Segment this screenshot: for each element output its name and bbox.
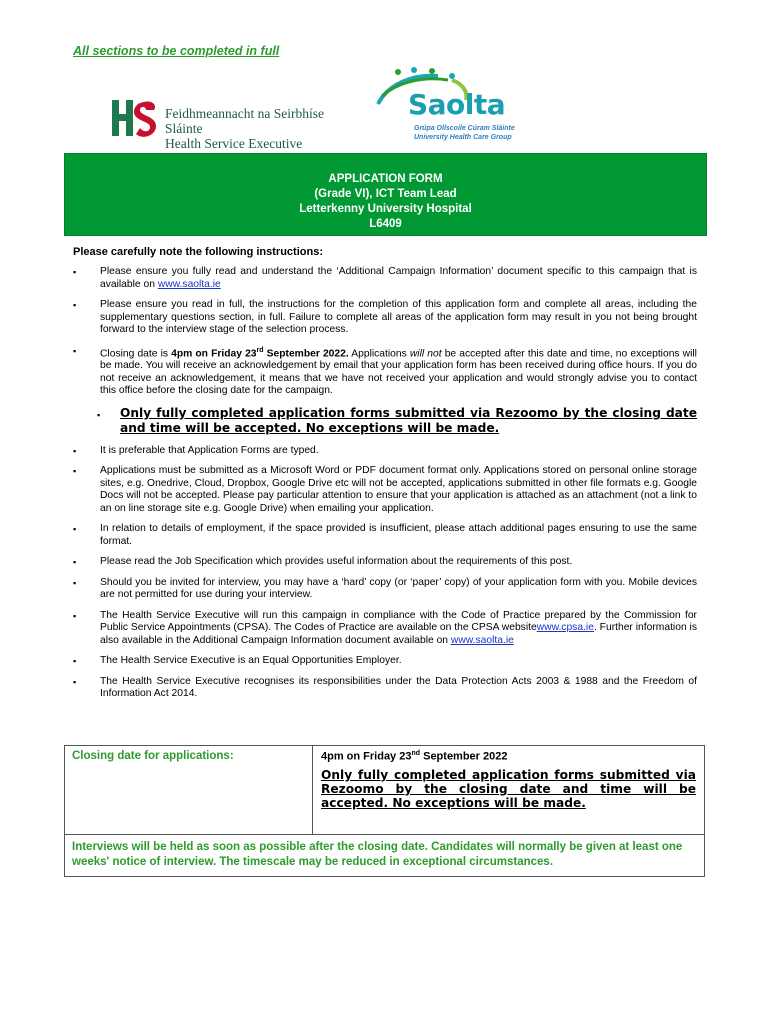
list-item: ▪ The Health Service Executive is an Equal Opportunities Employer. <box>73 655 697 668</box>
saolta-logo <box>368 66 515 152</box>
banner-line1: APPLICATION FORM <box>328 173 443 185</box>
saolta-sub2: University Health Care Group <box>414 134 512 141</box>
list-item: ▪ Should you be invited for interview, you may have a ‘hard’ copy (or ‘paper’ copy) of your application form with you. Mobile devices are not permitted for use during your interview. <box>73 577 697 602</box>
emphasis-text: Only fully completed application forms submitted via Rezoomo by the closing date and time will be accepted. No exceptions will be made. <box>120 405 697 436</box>
saolta-sub1: Grúpa Ollscoile Cúram Sláinte <box>414 125 515 132</box>
list-item: ▪ Applications must be submitted as a Microsoft Word or PDF document format only. Applications stored on personal online storage sites, e.g. Onedrive, Cloud, Dropbox, Google Drive etc will not be accepted, applications submitted in other file formats e.g. Google Docs will not be accepted. Please pay particular attention to ensure that your application is attached as an attachment (not a link to an on line storage site e.g. Google Drive) when emailing your application. <box>73 465 697 515</box>
list-item: ▪ In relation to details of employment, if the space provided is insufficient, please attach additional pages ensuring to use the same format. <box>73 523 697 548</box>
list-item: ▪ It is preferable that Application Forms are typed. <box>73 445 697 458</box>
closing-date-label: Closing date for applications: <box>65 746 313 835</box>
closing-date-table <box>64 745 705 877</box>
cpsa-link[interactable]: www.cpsa.ie <box>536 622 594 634</box>
list-item: ▪ Please read the Job Specification which provides useful information about the requirements of this post. <box>73 556 697 569</box>
title-banner <box>64 153 707 236</box>
list-item: ▪ Please ensure you fully read and understand the ‘Additional Campaign Information’ document specific to this campaign that is available on www.saolta.ie <box>73 266 697 291</box>
instructions-heading: Please carefully note the following instructions: <box>73 246 323 258</box>
interview-note: Interviews will be held as soon as possible after the closing date. Candidates will normally be given at least one weeks' notice of interview. The timescale may be reduced in exceptional circumstances. <box>65 835 705 877</box>
banner-line2: (Grade VI), ICT Team Lead <box>314 188 457 200</box>
list-item: ▪ Closing date is 4pm on Friday 23rd September 2022. Applications will not be accepted after this date and time, no exceptions will be made. You will receive an acknowledgement by email that your application form has been received during office hours. If you do not receive an acknowledgement, it means that we have not received your application and would strongly advise you to contact this office before the closing date for the campaign. <box>73 345 697 398</box>
closing-date-value: 4pm on Friday 23nd September 2022 Only fully completed application forms submitted via Rezoomo by the closing date and time will be accepted. No exceptions will be made. <box>313 746 705 835</box>
list-item: ▪ Please ensure you read in full, the instructions for the completion of this application form and complete all areas, including the supplementary questions section, in full. Failure to complete all areas of the application form may result in you not being brought forward to the interview stage of the selection process. <box>73 299 697 337</box>
hse-logo-line2: Health Service Executive <box>165 136 303 151</box>
saolta-link[interactable]: www.saolta.ie <box>157 278 221 290</box>
list-item: ▪ The Health Service Executive will run this campaign in compliance with the Code of Practice prepared by the Commission for Public Service Appointments (CPSA). The Codes of Practice are available on the CPSA websitewww.cpsa.ie. Further information is also available in the Additional Campaign Information document available on www.saolta.ie <box>73 610 697 648</box>
closing-note: Only fully completed application forms submitted via Rezoomo by the closing date and time will be accepted. No exceptions will be made. <box>321 767 696 810</box>
list-item: ▪ The Health Service Executive recognises its responsibilities under the Data Protection Acts 2003 & 1988 and the Freedom of Information Act 2014. <box>73 676 697 701</box>
hse-logo <box>110 96 350 151</box>
banner-line3: Letterkenny University Hospital <box>299 203 472 215</box>
banner-line4: L6409 <box>369 218 402 230</box>
top-note: All sections to be completed in full <box>73 44 280 58</box>
instructions-list <box>73 266 697 709</box>
saolta-link[interactable]: www.saolta.ie <box>450 634 514 646</box>
hse-logo-line1: Feidhmeannacht na Seirbhíse Sláinte <box>165 106 324 136</box>
hse-logo-mark-icon <box>110 96 160 140</box>
saolta-name: Saolta <box>408 88 506 121</box>
list-item-emphasis <box>73 406 697 437</box>
